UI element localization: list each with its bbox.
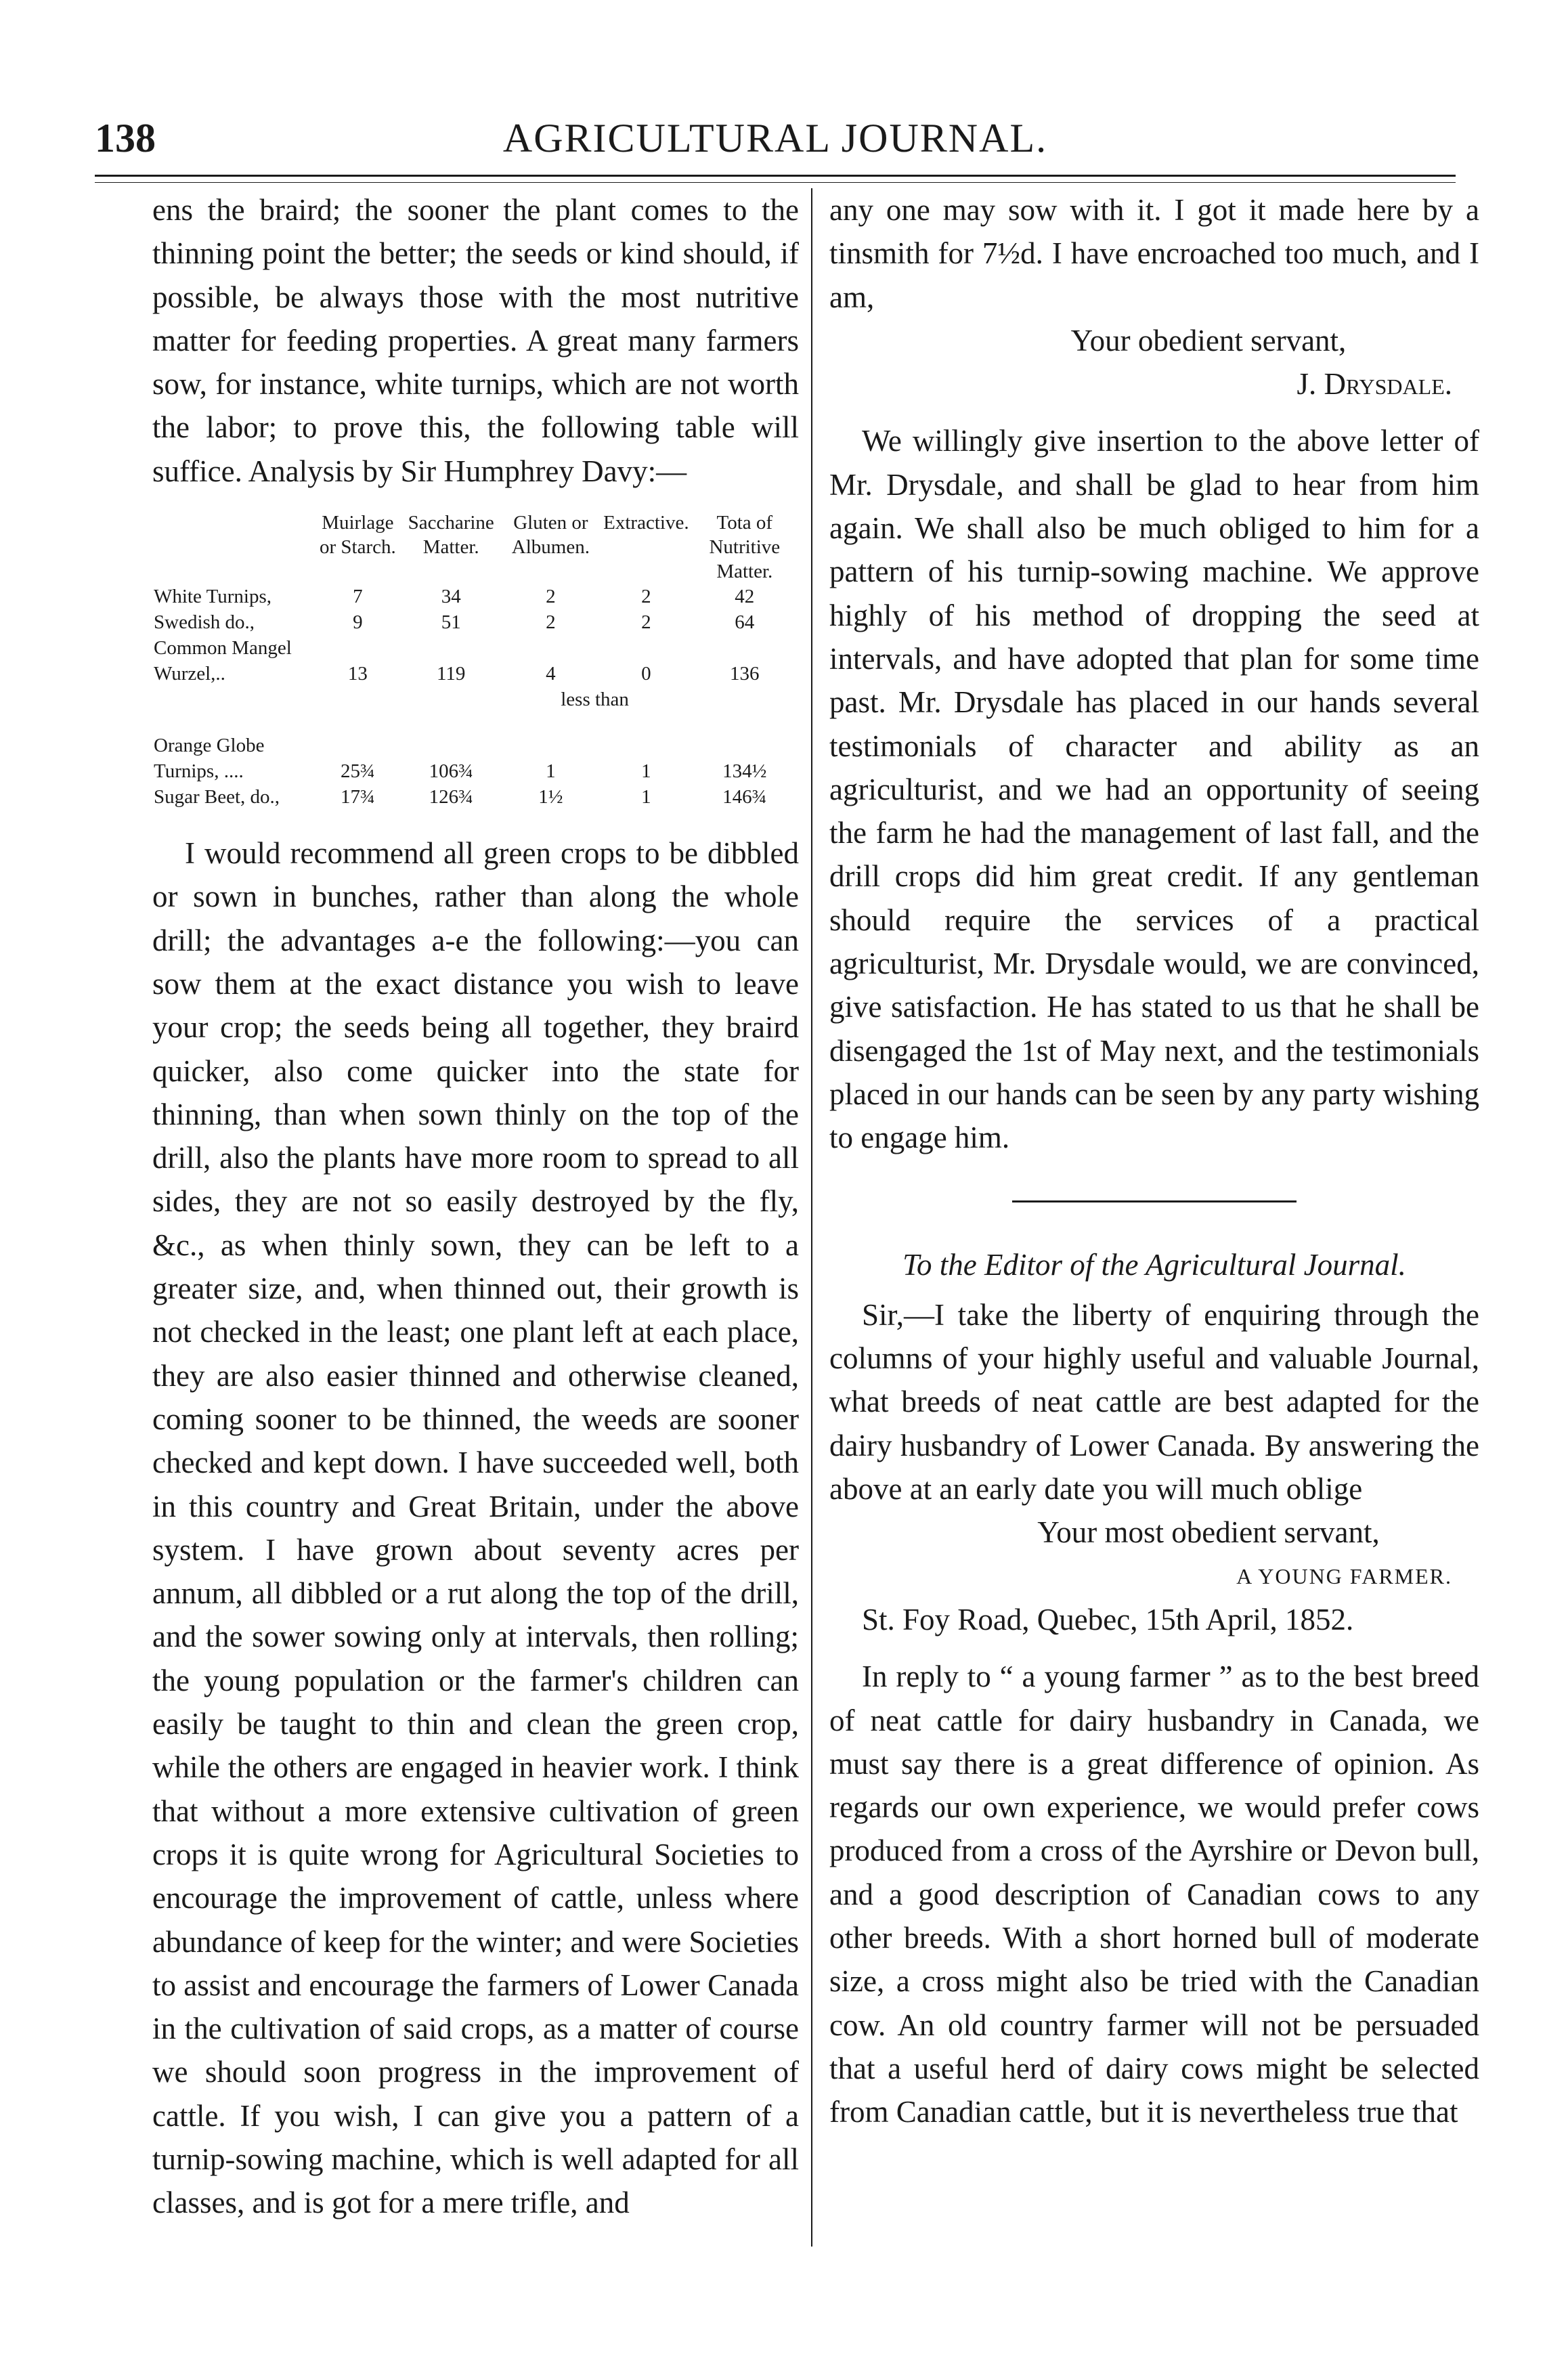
table-cell: 1 [546, 760, 556, 783]
table-cell: 25¾ [341, 760, 375, 783]
table-header: Tota of Nutritive Matter. [709, 512, 781, 583]
table-cell: 34 [441, 586, 461, 608]
table-header-row [152, 511, 799, 584]
table-cell: 146¾ [722, 786, 767, 808]
table-cell: 42 [735, 586, 755, 608]
signoff: Your obedient servant, [1070, 323, 1347, 357]
left-paragraph-1: ens the braird; the sooner the plant comes to the thinning point the better; the seeds or kind should, if possible, be always those with the most nutritive matter for feeding properties. A great many farmers sow, for instance, white turnips, which are not worth the labor; to prove this, the following table will suffice. Analysis by Sir Humphrey Davy:— [152, 193, 799, 488]
table-row [152, 733, 799, 784]
header-rule [95, 175, 1456, 183]
table-cell: White Turnips, [154, 586, 272, 608]
signature-2: A YOUNG FARMER. [1236, 1563, 1452, 1588]
signoff-2: Your most obedient servant, [1037, 1515, 1380, 1550]
table-cell: 106¾ [429, 760, 473, 783]
table-header: Extractive. [603, 512, 689, 534]
table-cell: 0 [641, 663, 651, 685]
table-header: Muirlage or Starch. [320, 512, 396, 559]
table-row [152, 784, 799, 810]
letter-heading: To the Editor of the Agricultural Journal. [902, 1247, 1406, 1282]
table-cell: Sugar Beet, do., [154, 786, 280, 808]
section-divider [1012, 1200, 1297, 1202]
running-title: AGRICULTURAL JOURNAL. [502, 116, 1048, 160]
table-note: less than [561, 689, 629, 711]
table-cell: Common Mangel Wurzel,.. [154, 637, 292, 685]
table-row [152, 584, 799, 609]
right-column [829, 188, 1479, 2133]
signature: J. Drysdale. [1297, 367, 1452, 402]
table-header [152, 511, 313, 584]
table-cell: 2 [546, 611, 556, 634]
table-cell: 51 [441, 611, 461, 634]
table-cell: 13 [347, 663, 368, 685]
editor-response: We willingly give insertion to the above letter of Mr. Drysdale, and shall be glad to hear from him again. We shall also be much obliged to him for a pattern of his turnip-sowing machine. We approve highly of his method of dropping the seed at intervals, and have adopted that plan for some time past. Mr. Drysdale has placed in our hands several testimonials of character and ability as an agriculturist, and we had an opportunity of seeing the farm he had the management of last fall, and the drill crops did him great credit. If any gentleman should require the services of a practical agriculturist, Mr. Drysdale would, we are convinced, give satisfaction. He has stated to us that he shall be disengaged the 1st of May next, and the testimonials placed in our hands can be seen by any party wishing to engage him. [829, 424, 1479, 1155]
table-cell: 2 [641, 586, 651, 608]
table-cell: 1½ [538, 786, 563, 808]
table-cell: 1 [641, 760, 651, 783]
table-header: Gluten or Albumen. [511, 512, 590, 559]
table-row [152, 635, 799, 687]
table-cell: 126¾ [429, 786, 473, 808]
table-cell: 136 [730, 663, 760, 685]
analysis-table-wrap [152, 511, 799, 810]
table-header: Saccharine Matter. [408, 512, 494, 559]
table-cell: 2 [546, 586, 556, 608]
analysis-table [152, 511, 799, 810]
table-cell: 2 [641, 611, 651, 634]
page-number: 138 [95, 116, 156, 160]
left-column [152, 188, 799, 2225]
table-cell: 1 [641, 786, 651, 808]
page-header [95, 108, 1456, 169]
table-cell: 64 [735, 611, 755, 634]
right-paragraph-1: any one may sow with it. I got it made here by a tinsmith for 7½d. I have encroached too much, and I am, [829, 193, 1479, 314]
column-divider [811, 188, 812, 2247]
table-cell: 134½ [722, 760, 767, 783]
table-row [152, 609, 799, 635]
reply-paragraph: In reply to “ a young farmer ” as to the best breed of neat cattle for dairy husbandry in Canada, we must say there is a great difference of opinion. As regards our own experience, we would prefer cows produced from a cross of the Ayrshire or Devon bull, and a good description of Canadian cows to any other breeds. With a short horned bull of moderate size, a cross might also be tried with the Canadian cow. An old country farmer will not be persuaded that a useful herd of dairy cows might be selected from Canadian cattle, but it is nevertheless true that [829, 1660, 1479, 2129]
left-paragraph-2: I would recommend all green crops to be dibbled or sown in bunches, rather than along the whole drill; the advantages a-e the following:—you can sow them at the exact distance you wish to leave your crop; the seeds being all together, they braird quicker, also come quicker into the state for thinning, than when sown thinly on the top of the drill, also the plants have more room to spread to all sides, they are not so easily destroyed by the fly, &c., as when thinly sown, they can be left to a greater size, and, when thinned out, their growth is not checked in the least; one plant left at each place, they are also easier thinned and otherwise cleaned, coming sooner to be thinned, the weeds are sooner checked and kept down. I have succeeded well, both in this country and Great Britain, under the above system. I have grown about seventy acres per annum, all dibbled or a rut along the top of the drill, and the sower sowing only at intervals, then rolling; the young population or the farmer's children can easily be taught to thin and clean the green crop, while the others are engaged in heavier work. I think that without a more extensive cultivation of green crops it is quite wrong for Agricultural Societies to encourage the improvement of cattle, unless where abundance of keep for the winter; and were Societies to assist and encourage the farmers of Lower Canada in the cultivation of said crops, as a matter of course we should soon progress in the improvement of cattle. If you wish, I can give you a pattern of a turnip-sowing machine, which is well adapted for all classes, and is got for a mere trifle, and [152, 836, 799, 2220]
table-cell: 9 [353, 611, 363, 634]
table-cell: 17¾ [341, 786, 375, 808]
letter-body: Sir,—I take the liberty of enquiring through the columns of your highly useful and valuable Journal, what breeds of neat cattle are best adapted for the dairy husbandry of Lower Canada. By answering the above at an early date you will much oblige [829, 1297, 1479, 1506]
table-cell: 4 [546, 663, 556, 685]
table-cell: Swedish do., [154, 611, 255, 634]
table-note-row [152, 687, 799, 712]
table-cell: 7 [353, 586, 363, 608]
table-cell: Orange Globe Turnips, .... [154, 735, 265, 783]
dateline: St. Foy Road, Quebec, 15th April, 1852. [862, 1602, 1354, 1636]
table-cell: 119 [436, 663, 466, 685]
